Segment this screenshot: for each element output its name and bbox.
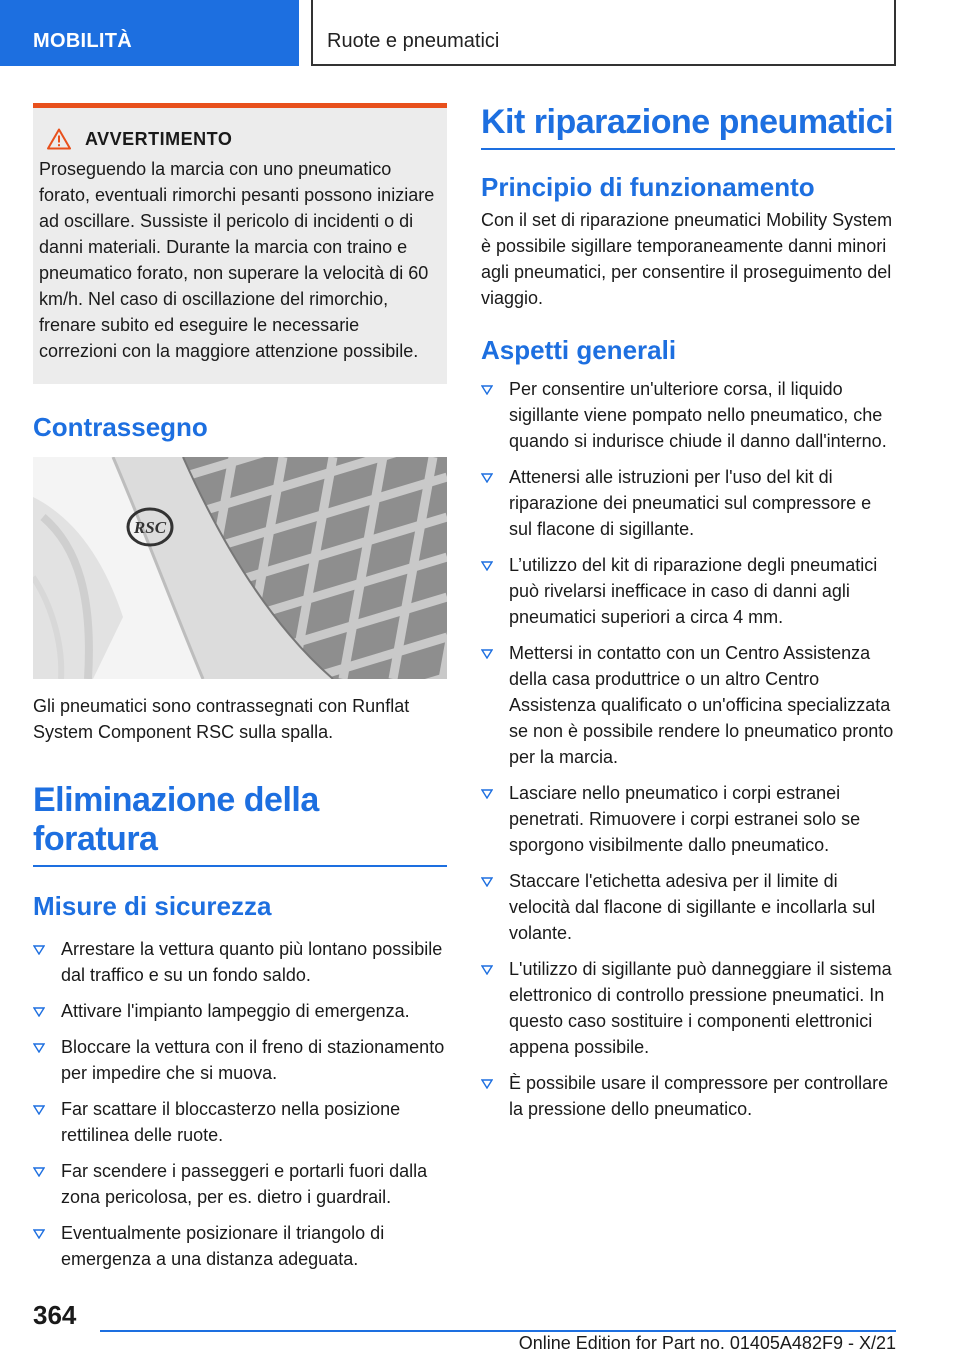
triangle-bullet-icon (481, 473, 493, 483)
triangle-bullet-icon (33, 1167, 45, 1177)
header-chapter: Ruote e pneumatici (311, 0, 896, 66)
triangle-bullet-icon (33, 1105, 45, 1115)
list-item: Attenersi alle istruzioni per l'uso del kit di riparazione dei pneumatici sul compressore e sul flacone di sigillante. (481, 464, 895, 542)
footer-divider (100, 1330, 896, 1332)
list-item: Arrestare la vettura quanto più lontano possibile dal traffico e su un fondo saldo. (33, 936, 447, 988)
list-item: L'utilizzo di sigillante può danneggiare il sistema elettronico di controllo pressione pneumatici. In questo caso sostituire i componenti elettronici appena possibile. (481, 956, 895, 1060)
principio-text: Con il set di riparazione pneumatici Mobility System è possibile sigillare temporaneamente danni minori agli pneumatici, per consentire il proseguimento del viaggio. (481, 210, 893, 308)
list-item: È possibile usare il compressore per controllare la pressione dello pneumatico. (481, 1070, 895, 1122)
contrassegno-caption: Gli pneumatici sono contrassegnati con Runflat System Component RSC sulla spalla. (33, 696, 410, 742)
page-number: 364 (33, 1300, 77, 1330)
tire-illustration (33, 457, 447, 679)
tire-image (33, 457, 447, 679)
misure-heading: Misure di sicurezza (33, 891, 272, 921)
list-item: Far scattare il bloccasterzo nella posizione rettilinea delle ruote. (33, 1096, 447, 1148)
triangle-bullet-icon (481, 1079, 493, 1089)
triangle-bullet-icon (33, 1229, 45, 1239)
left-column (33, 103, 447, 1282)
warning-title: AVVERTIMENTO (85, 128, 233, 149)
list-item: Staccare l'etichetta adesiva per il limite di velocità dal flacone di sigillante e incollarla sul volante. (481, 868, 895, 946)
header-section: MOBILITÀ (0, 0, 299, 66)
list-item: Far scendere i passeggeri e portarli fuori dalla zona pericolosa, per es. dietro i guardrail. (33, 1158, 447, 1210)
triangle-bullet-icon (33, 1043, 45, 1053)
aspetti-heading: Aspetti generali (481, 335, 677, 365)
warning-text: Proseguendo la marcia con uno pneumatico forato, eventuali rimorchi pesanti possono iniziare ad oscillare. Sussiste il pericolo di incidenti o di danni materiali. Durante la marcia con traino e pneumatico forato, non superare la velocità di 60 km/h. Nel caso di oscillazione del rimorchio, frenare subito ed eseguire le necessarie correzioni con la maggiore attenzione possibile. (39, 159, 435, 361)
aspetti-list (481, 376, 895, 1122)
triangle-bullet-icon (33, 945, 45, 955)
eliminazione-heading: Eliminazione della foratura (33, 781, 447, 867)
triangle-bullet-icon (481, 649, 493, 659)
triangle-bullet-icon (481, 385, 493, 395)
svg-text:RSC: RSC (133, 518, 167, 537)
list-item: L’utilizzo del kit di riparazione degli pneumatici può rivelarsi inefficace in caso di danni agli pneumatici superiori a circa 4 mm. (481, 552, 895, 630)
misure-list (33, 936, 447, 1272)
list-item: Per consentire un'ulteriore corsa, il liquido sigillante viene pompato nello pneumatico, che quando si indurisce chiude il danno dall'interno. (481, 376, 895, 454)
triangle-bullet-icon (481, 877, 493, 887)
kit-heading: Kit riparazione pneumatici (481, 103, 895, 150)
footer-edition: Online Edition for Part no. 01405A482F9 - X/21 (518, 1333, 896, 1353)
list-item: Attivare l'impianto lampeggio di emergenza. (33, 998, 447, 1024)
list-item: Mettersi in contatto con un Centro Assistenza della casa produttrice o un altro Centro Assistenza qualificato o un'officina specializzata se non è possibile rendere lo pneumatico pronto per la marcia. (481, 640, 895, 770)
triangle-bullet-icon (33, 1007, 45, 1017)
principio-heading: Principio di funzionamento (481, 172, 815, 202)
triangle-bullet-icon (481, 965, 493, 975)
list-item: Bloccare la vettura con il freno di stazionamento per impedire che si muova. (33, 1034, 447, 1086)
right-column (481, 103, 895, 1132)
triangle-bullet-icon (481, 789, 493, 799)
warning-box (33, 103, 447, 384)
warning-triangle-icon (47, 128, 71, 150)
list-item: Eventualmente posizionare il triangolo di emergenza a una distanza adeguata. (33, 1220, 447, 1272)
list-item: Lasciare nello pneumatico i corpi estranei penetrati. Rimuovere i corpi estranei solo se sporgono visibilmente dallo pneumatico. (481, 780, 895, 858)
warning-header (39, 128, 441, 150)
triangle-bullet-icon (481, 561, 493, 571)
contrassegno-heading: Contrassegno (33, 412, 208, 442)
